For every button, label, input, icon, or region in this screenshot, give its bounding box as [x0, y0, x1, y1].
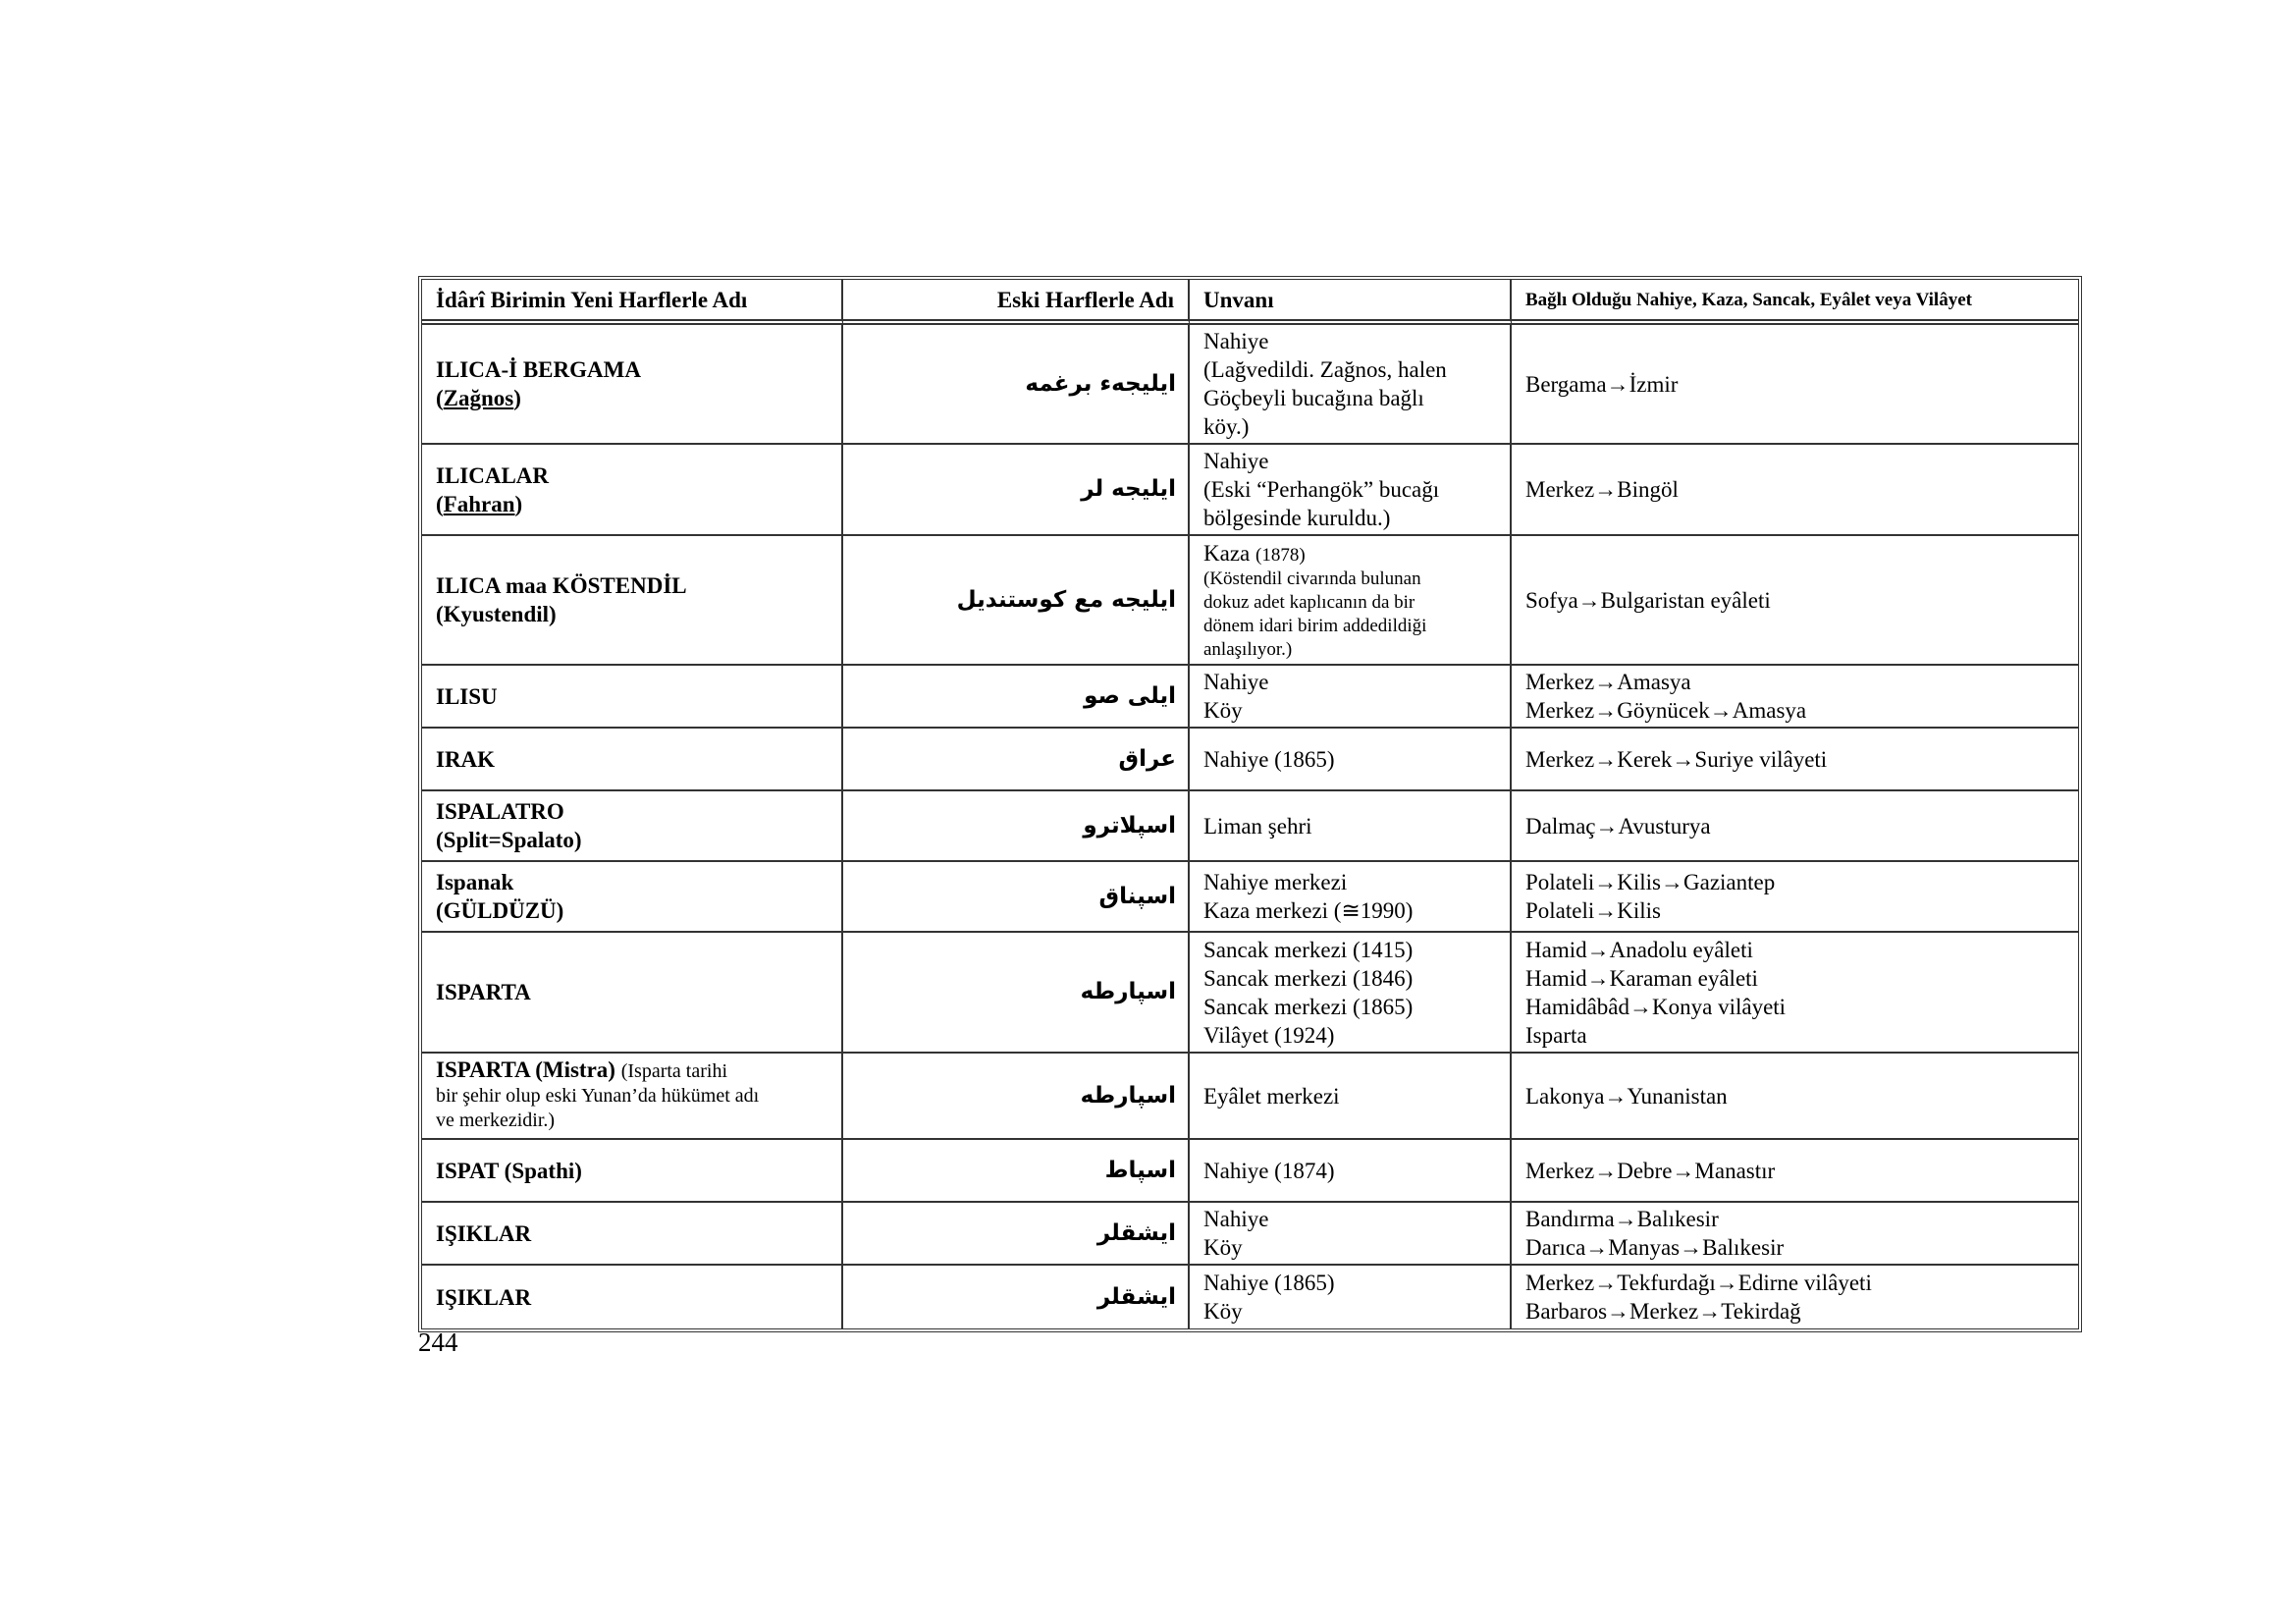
- old-script-name: ایلیجه مع کوستندیل: [843, 536, 1190, 666]
- unit-alt-name: (Split=Spalato): [436, 828, 582, 852]
- unit-name-cell: [422, 666, 843, 729]
- table-row: [422, 666, 2078, 729]
- unit-title-line: Kaza (1878): [1203, 540, 1306, 566]
- unit-name: ISPALATRO: [436, 799, 564, 824]
- unit-title-cell: [1190, 536, 1512, 666]
- unit-name: ISPARTA: [436, 980, 531, 1004]
- unit-title-cell: [1190, 1054, 1512, 1140]
- unit-title-cell: [1190, 1266, 1512, 1328]
- unit-title-line: Nahiye: [1203, 670, 1269, 694]
- unit-title-line: Sancak merkezi (1865): [1203, 994, 1414, 1019]
- header-old-name: Eski Harflerle Adı: [843, 280, 1190, 325]
- unit-name: ILICA-İ BERGAMA: [436, 357, 641, 382]
- unit-name-cell: [422, 1054, 843, 1140]
- affiliation-cell: [1512, 862, 2078, 933]
- affiliation-line: Merkez→Debre→Manastır: [1525, 1158, 1776, 1183]
- table-row: [422, 862, 2078, 933]
- old-script-name: اسپارطه: [843, 933, 1190, 1054]
- unit-name-cell: [422, 325, 843, 445]
- unit-title-line: Nahiye (1865): [1203, 1271, 1335, 1295]
- unit-title-line: Köy: [1203, 1299, 1243, 1324]
- unit-name: Ispanak: [436, 870, 514, 894]
- unit-name: IŞIKLAR: [436, 1220, 532, 1246]
- unit-title-line: Göçbeyli bucağına bağlı: [1203, 386, 1424, 410]
- old-script-name: ایشقلر: [843, 1266, 1190, 1328]
- unit-title-line: Nahiye (1865): [1203, 746, 1335, 772]
- unit-title-cell: [1190, 325, 1512, 445]
- unit-name-cell: [422, 1266, 843, 1328]
- affiliation-line: Merkez→Amasya: [1525, 670, 1691, 694]
- unit-title-line: Köy: [1203, 1235, 1243, 1260]
- affiliation-line: Merkez→Tekfurdağı→Edirne vilâyeti: [1525, 1271, 1872, 1295]
- unit-name: IŞIKLAR: [436, 1284, 532, 1310]
- page-number: 244: [418, 1327, 458, 1357]
- affiliation-cell: [1512, 536, 2078, 666]
- unit-name: IRAK: [436, 746, 496, 772]
- affiliation-line: Lakonya→Yunanistan: [1525, 1083, 1728, 1109]
- table-row: [422, 729, 2078, 791]
- unit-note-line: ve merkezidir.): [436, 1110, 556, 1131]
- unit-name-cell: [422, 1140, 843, 1203]
- unit-title-line: Kaza merkezi (≅1990): [1203, 898, 1414, 923]
- affiliation-line: Hamidâbâd→Konya vilâyeti: [1525, 994, 1787, 1019]
- unit-title-line: Eyâlet merkezi: [1203, 1083, 1340, 1109]
- unit-title-cell: [1190, 729, 1512, 791]
- table-row: [422, 791, 2078, 862]
- old-script-name: ایلی صو: [843, 666, 1190, 729]
- affiliation-line: Isparta: [1525, 1022, 1587, 1048]
- unit-title-line: bölgesinde kuruldu.): [1203, 506, 1391, 530]
- affiliation-line: Merkez→Bingöl: [1525, 477, 1679, 502]
- table-row: [422, 1266, 2078, 1328]
- table-header-row: [422, 280, 2078, 325]
- affiliation-line: Hamid→Karaman eyâleti: [1525, 965, 1758, 991]
- affiliation-line: Dalmaç→Avusturya: [1525, 813, 1711, 839]
- affiliation-cell: [1512, 1203, 2078, 1266]
- unit-alt-name: (GÜLDÜZÜ): [436, 898, 564, 923]
- unit-title-line: Sancak merkezi (1846): [1203, 965, 1414, 991]
- unit-title-cell: [1190, 862, 1512, 933]
- affiliation-cell: [1512, 1054, 2078, 1140]
- header-affiliation: Bağlı Olduğu Nahiye, Kaza, Sancak, Eyâlet veya Vilâyet: [1512, 280, 2078, 325]
- table-row: [422, 536, 2078, 666]
- old-script-name: عراق: [843, 729, 1190, 791]
- affiliation-cell: [1512, 666, 2078, 729]
- unit-title-line: Nahiye merkezi: [1203, 870, 1348, 894]
- unit-title-line: Liman şehri: [1203, 813, 1312, 839]
- affiliation-line: Bergama→İzmir: [1525, 371, 1679, 397]
- unit-name: ILICA maa KÖSTENDİL: [436, 573, 687, 598]
- unit-title-cell: [1190, 933, 1512, 1054]
- unit-name-cell: [422, 536, 843, 666]
- unit-title-line: Nahiye: [1203, 329, 1269, 353]
- affiliation-line: Darıca→Manyas→Balıkesir: [1525, 1235, 1785, 1260]
- unit-title-line: (Eski “Perhangök” bucağı: [1203, 477, 1440, 502]
- unit-title-line: (Lağvedildi. Zağnos, halen: [1203, 357, 1447, 382]
- unit-name: ISPARTA (Mistra) (Isparta tarihi: [436, 1057, 727, 1082]
- table-row: [422, 1140, 2078, 1203]
- table-row: [422, 1203, 2078, 1266]
- old-script-name: اسپاط: [843, 1140, 1190, 1203]
- table-row: [422, 933, 2078, 1054]
- unit-alt-name: (Fahran): [436, 491, 523, 516]
- affiliation-cell: [1512, 1266, 2078, 1328]
- unit-title-line: dokuz adet kaplıcanın da bir: [1203, 591, 1415, 613]
- unit-title-line: dönem idari birim addedildiği: [1203, 615, 1427, 636]
- unit-name-cell: [422, 1203, 843, 1266]
- unit-title-line: Köy: [1203, 698, 1243, 723]
- affiliation-line: Merkez→Kerek→Suriye vilâyeti: [1525, 746, 1828, 772]
- unit-name: ILICALAR: [436, 462, 550, 488]
- unit-name-cell: [422, 933, 843, 1054]
- affiliation-line: Polateli→Kilis→Gaziantep: [1525, 870, 1776, 894]
- header-new-name: İdârî Birimin Yeni Harflerle Adı: [422, 280, 843, 325]
- unit-title-line: Sancak merkezi (1415): [1203, 937, 1414, 962]
- affiliation-cell: [1512, 445, 2078, 536]
- unit-title-line: Nahiye (1874): [1203, 1158, 1335, 1183]
- old-script-name: ایلیجهء برغمه: [843, 325, 1190, 445]
- unit-name-cell: [422, 791, 843, 862]
- affiliation-line: Sofya→Bulgaristan eyâleti: [1525, 587, 1771, 613]
- unit-title-cell: [1190, 666, 1512, 729]
- affiliation-line: Polateli→Kilis: [1525, 898, 1661, 923]
- table-row: [422, 1054, 2078, 1140]
- table-row: [422, 325, 2078, 445]
- unit-alt-name: (Zağnos): [436, 386, 521, 410]
- affiliation-cell: [1512, 933, 2078, 1054]
- unit-title-cell: [1190, 1203, 1512, 1266]
- administrative-units-table: [418, 276, 2082, 1332]
- affiliation-cell: [1512, 729, 2078, 791]
- unit-title-cell: [1190, 445, 1512, 536]
- unit-name: ILISU: [436, 683, 498, 709]
- unit-title-line: Nahiye: [1203, 1207, 1269, 1231]
- unit-title-line: (Köstendil civarında bulunan: [1203, 568, 1421, 589]
- unit-name-cell: [422, 862, 843, 933]
- old-script-name: اسپارطه: [843, 1054, 1190, 1140]
- unit-note-line: bir şehir olup eski Yunan’da hükümet adı: [436, 1085, 760, 1107]
- unit-name-cell: [422, 729, 843, 791]
- unit-name: ISPAT (Spathi): [436, 1158, 582, 1183]
- unit-title-cell: [1190, 1140, 1512, 1203]
- header-title: Unvanı: [1190, 280, 1512, 325]
- unit-title-line: anlaşılıyor.): [1203, 638, 1293, 660]
- unit-name-cell: [422, 445, 843, 536]
- affiliation-line: Merkez→Göynücek→Amasya: [1525, 698, 1807, 723]
- affiliation-cell: [1512, 325, 2078, 445]
- unit-title-line: Nahiye: [1203, 449, 1269, 473]
- unit-title-cell: [1190, 791, 1512, 862]
- old-script-name: ایشقلر: [843, 1203, 1190, 1266]
- affiliation-cell: [1512, 791, 2078, 862]
- old-script-name: اسپلاترو: [843, 791, 1190, 862]
- table-row: [422, 445, 2078, 536]
- unit-title-line: Vilâyet (1924): [1203, 1022, 1335, 1048]
- affiliation-line: Barbaros→Merkez→Tekirdağ: [1525, 1299, 1801, 1324]
- old-script-name: اسپناق: [843, 862, 1190, 933]
- old-script-name: ایلیجه لر: [843, 445, 1190, 536]
- unit-alt-name: (Kyustendil): [436, 602, 557, 626]
- affiliation-line: Hamid→Anadolu eyâleti: [1525, 937, 1753, 962]
- affiliation-line: Bandırma→Balıkesir: [1525, 1207, 1719, 1231]
- affiliation-cell: [1512, 1140, 2078, 1203]
- unit-title-line: köy.): [1203, 414, 1250, 439]
